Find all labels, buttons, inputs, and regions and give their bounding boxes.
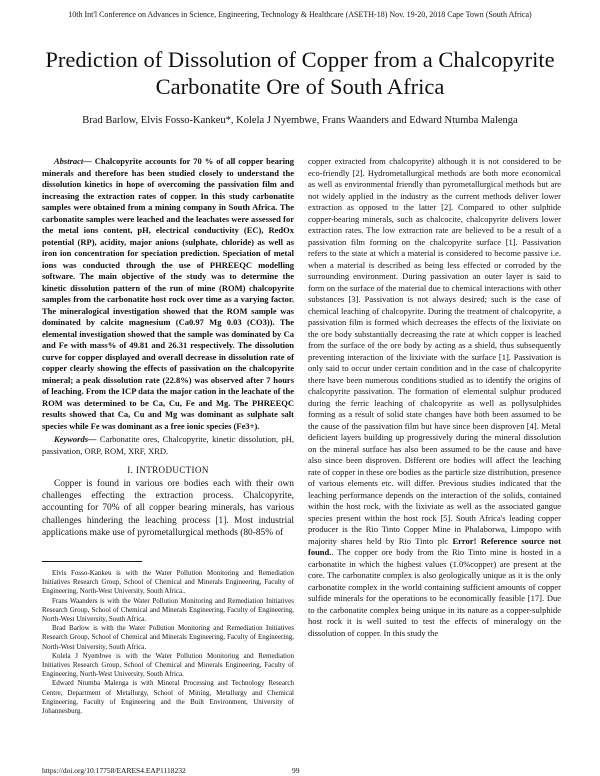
right-column-paragraph (308, 156, 561, 639)
reference-error: Error! Reference source not found. (308, 535, 561, 557)
abstract-text: Chalcopyrite accounts for 70 % of all copper bearing minerals and therefore has been studied closely to understand the dissolution kinetics in hope of overcoming the passivation film and increasing the extraction rates of copper. In this study carbonatite samples were obtained from a mining company in South Africa. The carbonatite samples were leached and the leachates were assessed for the metal ions content, pH, electrical conductivity (EC), RedOx potential (RP), acidity, major anions (sulphate, chloride) as well as iron ion concentration for speciation prediction. Speciation of metal ions was conducted through the use of PHREEQC modelling software. The main objective of the study was to determine the kinetic dissolution pattern of the run of mine (ROM) chalcopyrite samples from the carbonatite host rock over time as a varying factor. The mineralogical investigation showed that the ROM sample was dominated by calcite magnesium (Ca0.97 Mg 0.03 (CO3)). The elemental investigation showed that the sample was dominated by Ca and Fe with mass% of 49.81 and 26.31 respectively. The dissolution curve for copper displayed and overall decrease in dissolution rate of copper clearly showing the effects of passivation on the chalcopyrite mineral; a peak dissolution rate (22.8%) was observed after 7 hours of leaching. From the ICP data the major cation in the leachate of the ROM was determined to be Ca, Cu, Fe and Mg. The PHREEQC results showed that Ca, Cu and Mg was dominant as sulphate salt species while Fe was dominant as a free ionic species (Fe3+). (42, 156, 294, 431)
footnote: Kolela J Nyembwe is with the Water Pollution Monitoring and Remediation Initiatives Research Group, School of Chemical and Minerals Engineering, Faculty of Engineering, North-West University, South Africa. (42, 651, 294, 679)
right-column (308, 156, 561, 639)
paper-title: Prediction of Dissolution of Copper from a Chalcopyrite Carbonatite Ore of South Africa (45, 47, 555, 99)
section-heading-introduction: I. INTRODUCTION (127, 465, 209, 475)
doi-link[interactable]: https://doi.org/10.17758/EARES4.EAP1118232 (42, 766, 186, 775)
intro-text: Copper is found in various ore bodies each with their own challenges effecting the extraction process. Chalcopyrite, accounting for 70% of all copper bearing minerals, has various challenges hindering the leaching process [1]. Most industrial applications make use of pyrometallurgical methods (80-85% of (42, 479, 294, 538)
intro-paragraph (42, 478, 294, 539)
body-text-continued: . The copper ore body from the Rio Tinto mine is hosted in a carbonatite in which the highest values (1.0%copper) are present at the core. The carbonatite complex is also geologically unique as it is the only carbonatite complex in the world containing sufficient amounts of copper sulfide minerals for the operations to be economically feasible [17]. Due to the carbonatite complex being unique in its nature as a copper-sulphide host rock it is well suited to test the effects of mineralogy on the dissolution of copper. In this study the (308, 547, 561, 638)
abstract-label: Abstract— (54, 156, 92, 166)
abstract (42, 156, 294, 432)
footnote: Elvis Fosso-Kankeu is with the Water Pollution Monitoring and Remediation Initiatives Research Group, School of Chemical and Minerals Engineering, Faculty of Engineering, North-West University, South Africa.. (42, 569, 294, 596)
footnote: Edward Ntumba Malenga is with Mineral Processing and Technology Research Centre, Department of Metallurgy, School of Mining, Metallurgy and Chemical Engineering, Faculty of Engineering and the Built Environment, University of Johannesburg. (42, 679, 294, 716)
conference-header: 10th Int'l Conference on Advances in Science, Engineering, Technology & Healthcare (ASETH-18) Nov. 19-20, 2018 Cape Town (South Africa) (68, 10, 532, 19)
footnote-rule (42, 561, 142, 562)
keywords (42, 434, 294, 457)
footnote: Brad Barlow is with the Water Pollution Monitoring and Remediation Initiatives Research Group, School of Chemical and Minerals Engineering, Faculty of Engineering, North-West University, South Africa. (42, 624, 294, 651)
body-text: copper extracted from chalcopyrite) although it is not considered to be eco-friendly [2]. Hydrometallurgical methods are both more economical as well as environmental friendly than pyrometallurgical methods but are not widely applied in the industry as the current methods deliver lower extraction as opposed to the latter [2]. Compared to other sulphide copper-bearing minerals, such as chalcocite, chalcopyrite delivers lower extraction rates. The low extraction rate are believed to be a result of a passivation film forming on the chalcopyrite surface [1]. Passivation refers to the state at which a material is considered to become passive i.e. when a material is described as being less effected or corroded by the surrounding environment. During passivation an outer layer is said to form on the surface of the material due to chemical interactions with other substances [3]. Passivation is not always desired; such is the case of chemical leaching of chalcopyrite. During the treatment of chalcopyrite, a passivation film is formed which decreases the effects of the lixiviate on the ore body substantially decreasing the rate at which copper is leached from the surface of the ore body by acting as a shield, thus subsequently preventing interaction of the lixiviate with the surface [1]. Passivation is only said to occur under certain condition and in the case of chalcopyrite there have been numerous conditions studied as to identify the origins of chalcopyrite passivation. The formation of elemental sulphur produced during the ferric leaching of chalcopyrite as well as pollysulphides forming as a result of solid state changes have both been assumed to be the cause of the passivation film but have since been disproven [4]. Metal deficient layers building up progressively during the mineral dissolution on the mineral surface has also been assumed to be the cause and have also since been disproven. Different ore bodies will affect the leaching rate of copper in these ore bodies as the particle size distribution, presence of various elements etc. will differ. Previous studies indicated that the leaching performance depends on the interaction of the solids, contained within the host rock, with the lixiviate as well as the associated gangue species present within the host rock [5]. South Africa's leading copper producer is the Rio Tinto Copper Mine in Phalaborwa, Limpopo with majority shares held by Rio Tinto plc (308, 156, 561, 546)
footnote: Frans Waanders is with the Water Pollution Monitoring and Remediation Initiatives Research Group, School of Chemical and Minerals Engineering, Faculty of Engineering, North-West University, South Africa. (42, 596, 294, 624)
author-list: Brad Barlow, Elvis Fosso-Kankeu*, Kolela J Nyembwe, Frans Waanders and Edward Ntumba Malenga (82, 115, 518, 126)
footnotes (42, 569, 294, 716)
keywords-text: Carbonatite ores, Chalcopyrite, kinetic dissolution, pH, passivation, ORP, ROM, XRF, XRD. (42, 434, 294, 456)
page-number: 99 (292, 766, 300, 775)
keywords-label: Keywords— (54, 434, 97, 444)
